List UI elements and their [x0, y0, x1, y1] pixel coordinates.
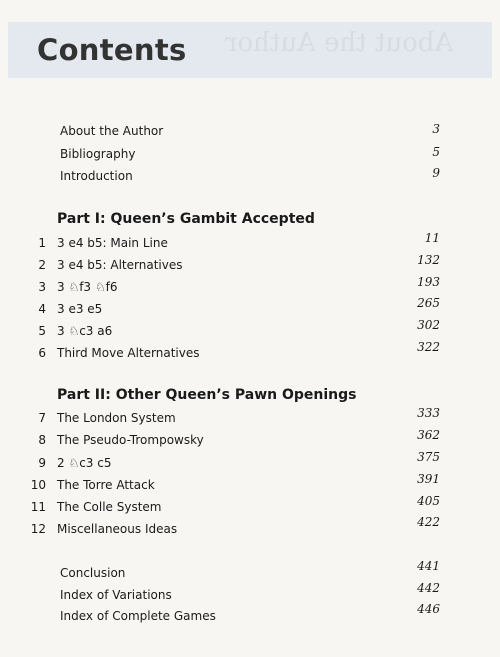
toc-entry-label: About the Author — [60, 124, 164, 138]
toc-entry-label: 3 e3 e5 — [57, 302, 103, 316]
toc-entry-page: 446 — [417, 602, 440, 616]
toc-entry-page: 333 — [417, 406, 440, 420]
toc-entry-page: 441 — [417, 559, 440, 573]
chapter-number: 9 — [38, 456, 46, 470]
page-title: Contents — [37, 33, 187, 67]
toc-entry-page: 302 — [417, 318, 440, 332]
toc-entry-label: 3 ♘c3 a6 — [57, 324, 113, 338]
toc-entry-page: 265 — [417, 296, 440, 310]
toc-entry-page: 3 — [432, 122, 440, 136]
toc-entry-page: 132 — [417, 253, 440, 267]
toc-entry-label: The Colle System — [57, 500, 162, 514]
toc-entry-label: Introduction — [60, 169, 133, 183]
toc-entry-page: 405 — [417, 494, 440, 508]
toc-entry[interactable] — [0, 515, 500, 542]
toc-entry-label: Index of Variations — [60, 588, 172, 602]
part-heading: Part I: Queen’s Gambit Accepted — [57, 211, 315, 227]
toc-entry-label: The London System — [57, 411, 176, 425]
part-heading: Part II: Other Queen’s Pawn Openings — [57, 387, 357, 403]
header-ghost-text: About the Author — [225, 28, 454, 58]
toc-entry[interactable] — [0, 602, 500, 629]
chapter-number: 7 — [38, 411, 46, 425]
toc-entry-page: 322 — [417, 340, 440, 354]
toc-entry-label: Miscellaneous Ideas — [57, 522, 178, 536]
toc-entry-page: 193 — [417, 275, 440, 289]
toc-entry-page: 9 — [432, 166, 440, 180]
toc-entry-page: 5 — [432, 145, 440, 159]
toc-entry-label: The Pseudo-Trompowsky — [57, 433, 204, 447]
chapter-number: 1 — [38, 236, 46, 250]
toc-entry-label: 3 e4 b5: Main Line — [57, 236, 168, 250]
toc-entry-label: Third Move Alternatives — [57, 346, 200, 360]
toc-entry-page: 375 — [417, 450, 440, 464]
toc-entry-label: 3 ♘f3 ♘f6 — [57, 280, 118, 294]
chapter-number: 12 — [30, 522, 46, 536]
toc-entry-page: 362 — [417, 428, 440, 442]
chapter-number: 11 — [30, 500, 46, 514]
toc-entry[interactable] — [0, 340, 500, 366]
toc-entry[interactable] — [0, 147, 500, 167]
toc-entry-label: Bibliography — [60, 147, 136, 161]
toc-entry[interactable] — [0, 166, 500, 189]
toc-entry-label: The Torre Attack — [57, 478, 155, 492]
toc-entry-label: Index of Complete Games — [60, 609, 216, 623]
chapter-number: 3 — [38, 280, 46, 294]
toc-entry-page: 422 — [417, 515, 440, 529]
toc-entry-label: Conclusion — [60, 566, 126, 580]
chapter-number: 2 — [38, 258, 46, 272]
chapter-number: 8 — [38, 433, 46, 447]
chapter-number: 10 — [30, 478, 46, 492]
toc-entry-page: 11 — [424, 231, 440, 245]
chapter-number: 5 — [38, 324, 46, 338]
toc-entry-page: 391 — [417, 472, 440, 486]
toc-entry[interactable] — [0, 124, 500, 144]
chapter-number: 4 — [38, 302, 46, 316]
toc-entry-label: 3 e4 b5: Alternatives — [57, 258, 183, 272]
chapter-number: 6 — [38, 346, 46, 360]
toc-entry-page: 442 — [417, 581, 440, 595]
toc-entry-label: 2 ♘c3 c5 — [57, 456, 112, 470]
